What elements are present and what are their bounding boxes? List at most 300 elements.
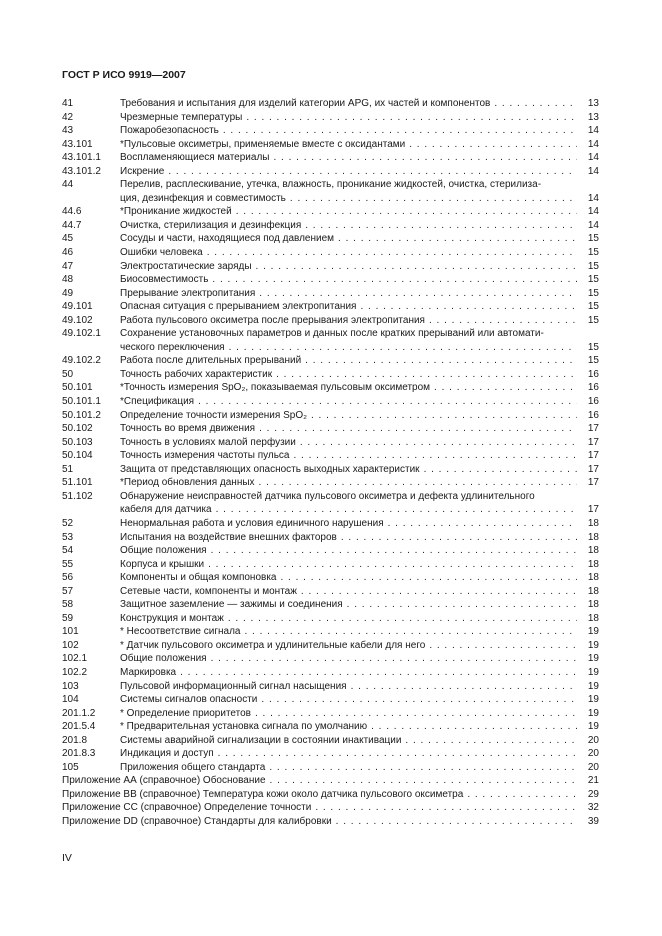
toc-entry[interactable] xyxy=(62,517,599,531)
toc-entry-line xyxy=(120,639,599,653)
toc-entry-title: Требования и испытания для изделий категории APG, их частей и компонентов xyxy=(120,98,491,109)
toc-entry-title: *Точность измерения SpO₂, показываемая пульсовым оксиметром xyxy=(120,382,431,394)
leader-dots xyxy=(212,273,577,287)
toc-entry-line xyxy=(120,151,599,165)
toc-entry-number: 49.102.2 xyxy=(62,355,101,367)
toc-entry-page: 19 xyxy=(587,626,599,638)
toc-entry-number: 51.102 xyxy=(62,490,93,502)
toc-entry-number: 49.101 xyxy=(62,301,93,313)
toc-entry-line xyxy=(120,720,599,734)
toc-entry[interactable] xyxy=(62,151,599,165)
toc-entry-number: 50.101 xyxy=(62,382,93,394)
toc-entry[interactable] xyxy=(62,666,599,680)
toc-entry-number: 51.101 xyxy=(62,477,93,489)
toc-entry-title: Защитное заземление — зажимы и соединения xyxy=(120,599,343,611)
toc-entry-page: 20 xyxy=(587,761,599,773)
toc-entry-title: Прерывание электропитания xyxy=(120,287,256,299)
table-of-contents xyxy=(62,97,599,829)
toc-entry-title: Обнаружение неисправностей датчика пульсового оксиметра и дефекта удлинительного xyxy=(120,490,535,502)
toc-entry[interactable] xyxy=(62,97,599,111)
toc-entry-title: * Предварительная установка сигнала по умолчанию xyxy=(120,721,368,733)
toc-entry-line xyxy=(120,219,599,233)
leader-dots xyxy=(259,476,577,490)
toc-entry[interactable] xyxy=(62,436,599,450)
toc-entry-body xyxy=(120,449,599,463)
toc-entry-page: 19 xyxy=(587,666,599,678)
document-header: ГОСТ Р ИСО 9919—2007 xyxy=(62,69,186,81)
toc-entry-page: 17 xyxy=(587,423,599,435)
toc-entry-page: 17 xyxy=(587,463,599,475)
toc-entry-page: 18 xyxy=(587,612,599,624)
toc-entry-title: кабеля для датчика xyxy=(120,504,212,516)
toc-entry[interactable] xyxy=(62,260,599,274)
toc-entry[interactable] xyxy=(62,612,599,626)
toc-entry-page: 14 xyxy=(587,125,599,137)
toc-entry-number: 50.102 xyxy=(62,423,93,435)
toc-entry[interactable] xyxy=(62,165,599,179)
toc-entry-number: 44 xyxy=(62,179,74,191)
toc-entry-line xyxy=(120,327,599,341)
toc-entry[interactable] xyxy=(62,395,599,409)
leader-dots xyxy=(305,219,577,233)
toc-entry-title: Сохранение установочных параметров и данных после кратких прерываний или автомати- xyxy=(120,328,544,340)
toc-entry[interactable] xyxy=(62,693,599,707)
toc-entry-number: 201.8.3 xyxy=(62,748,96,760)
toc-entry-number: 48 xyxy=(62,274,74,286)
toc-entry[interactable] xyxy=(62,680,599,694)
toc-entry-page: 19 xyxy=(587,694,599,706)
toc-entry[interactable] xyxy=(62,409,599,423)
toc-entry-number: 49.102 xyxy=(62,314,93,326)
toc-entry-title: Приложения общего стандарта xyxy=(120,761,266,773)
leader-dots xyxy=(371,720,577,734)
toc-entry-number: 43.101 xyxy=(62,138,93,150)
leader-dots xyxy=(208,558,577,572)
appendix-entry[interactable] xyxy=(62,774,599,788)
toc-entry-line xyxy=(120,368,599,382)
leader-dots xyxy=(305,354,577,368)
toc-entry-line xyxy=(120,747,599,761)
toc-entry-title: *Пульсовые оксиметры, применяемые вместе с оксидантами xyxy=(120,138,406,150)
leader-dots xyxy=(180,666,577,680)
toc-entry-title: Общие положения xyxy=(120,545,207,557)
toc-entry[interactable] xyxy=(62,639,599,653)
toc-entry-body xyxy=(120,734,599,748)
toc-entry-title: Ошибки человека xyxy=(120,247,203,259)
toc-entry-body xyxy=(120,463,599,477)
toc-entry-line xyxy=(120,693,599,707)
toc-entry-title: Компоненты и общая компоновка xyxy=(120,572,277,584)
toc-entry[interactable] xyxy=(62,138,599,152)
toc-entry-title: Точность рабочих характеристик xyxy=(120,368,273,380)
toc-entry-page: 17 xyxy=(587,477,599,489)
toc-entry[interactable] xyxy=(62,232,599,246)
leader-dots xyxy=(236,205,577,219)
toc-entry-line xyxy=(120,300,599,314)
toc-entry-number: 41 xyxy=(62,98,74,109)
toc-entry-number: 49 xyxy=(62,287,74,299)
toc-entry[interactable] xyxy=(62,246,599,260)
toc-entry-title: Общие положения xyxy=(120,653,207,665)
toc-entry-body xyxy=(120,354,599,368)
leader-dots xyxy=(229,341,577,355)
toc-entry-title: * Датчик пульсового оксиметра и удлинительные кабели для него xyxy=(120,639,426,651)
toc-entry-line xyxy=(120,354,599,368)
toc-entry-body xyxy=(120,531,599,545)
toc-entry-number: 53 xyxy=(62,531,74,543)
toc-entry-number: 56 xyxy=(62,572,74,584)
toc-entry-line xyxy=(120,531,599,545)
toc-entry-page: 16 xyxy=(587,396,599,408)
toc-entry[interactable] xyxy=(62,747,599,761)
toc-entry-body xyxy=(120,314,599,328)
toc-entry-page: 16 xyxy=(587,368,599,380)
appendix-title: Приложение СС (справочное) Определение точности xyxy=(62,802,312,814)
toc-entry-body xyxy=(120,124,599,138)
toc-entry-body xyxy=(120,571,599,585)
toc-entry-line xyxy=(120,232,599,246)
leader-dots xyxy=(388,517,577,531)
toc-entry-number: 201.1.2 xyxy=(62,707,96,719)
leader-dots xyxy=(207,246,577,260)
toc-entry-body xyxy=(120,436,599,450)
leader-dots xyxy=(336,815,577,829)
toc-entry-body xyxy=(120,422,599,436)
toc-entry-page: 18 xyxy=(587,558,599,570)
toc-entry-line xyxy=(120,192,599,206)
toc-entry-body xyxy=(120,368,599,382)
leader-dots xyxy=(256,260,577,274)
toc-entry[interactable] xyxy=(62,585,599,599)
toc-entry[interactable] xyxy=(62,476,599,490)
toc-entry-body xyxy=(120,138,599,152)
toc-entry[interactable] xyxy=(62,449,599,463)
toc-entry-page: 15 xyxy=(587,287,599,299)
toc-entry-page: 18 xyxy=(587,599,599,611)
toc-entry-page: 20 xyxy=(587,734,599,746)
toc-entry-title: Пульсовой информационный сигнал насыщения xyxy=(120,680,347,692)
toc-entry-title: *Проникание жидкостей xyxy=(120,206,232,218)
toc-entry-line xyxy=(120,463,599,477)
toc-entry-page: 13 xyxy=(587,111,599,123)
toc-entry-title: Системы аварийной сигнализации в состоянии инактивации xyxy=(120,734,402,746)
toc-entry-line xyxy=(120,761,599,775)
toc-entry-line xyxy=(120,612,599,626)
leader-dots xyxy=(294,449,578,463)
toc-entry-body xyxy=(120,97,599,111)
leader-dots xyxy=(168,165,577,179)
toc-entry-title: Сосуды и части, находящиеся под давлением xyxy=(120,233,335,245)
toc-entry-number: 51 xyxy=(62,463,74,475)
toc-entry-line xyxy=(120,246,599,260)
appendix-entry-line xyxy=(62,788,599,802)
toc-entry-line xyxy=(120,652,599,666)
toc-entry-page: 16 xyxy=(587,409,599,421)
toc-entry-title: * Несоответствие сигнала xyxy=(120,626,241,638)
toc-entry-number: 50 xyxy=(62,368,74,380)
toc-entry-number: 104 xyxy=(62,694,79,706)
appendix-page: 32 xyxy=(587,802,599,814)
toc-entry[interactable] xyxy=(62,273,599,287)
toc-entry-line xyxy=(120,178,599,192)
toc-entry-title: Перелив, расплескивание, утечка, влажность, проникание жидкостей, очистка, стерилиза- xyxy=(120,179,542,191)
toc-entry-body xyxy=(120,517,599,531)
toc-entry-page: 17 xyxy=(587,450,599,462)
toc-entry[interactable] xyxy=(62,314,599,328)
toc-entry-body xyxy=(120,260,599,274)
leader-dots xyxy=(315,801,577,815)
toc-entry[interactable] xyxy=(62,544,599,558)
leader-dots xyxy=(429,314,577,328)
appendix-entry[interactable] xyxy=(62,815,599,829)
appendix-entry-body xyxy=(62,801,599,815)
toc-entry-number: 102 xyxy=(62,639,79,651)
toc-entry-page: 18 xyxy=(587,517,599,529)
toc-entry[interactable] xyxy=(62,327,599,354)
toc-entry-number: 201.8 xyxy=(62,734,88,746)
leader-dots xyxy=(300,436,577,450)
toc-entry-number: 52 xyxy=(62,517,74,529)
leader-dots xyxy=(360,300,577,314)
toc-entry-line xyxy=(120,436,599,450)
toc-entry[interactable] xyxy=(62,300,599,314)
toc-entry-body xyxy=(120,111,599,125)
leader-dots xyxy=(409,138,577,152)
toc-entry[interactable] xyxy=(62,707,599,721)
leader-dots xyxy=(255,707,577,721)
toc-entry-title: ция, дезинфекция и совместимость xyxy=(120,192,286,204)
toc-entry-body xyxy=(120,219,599,233)
leader-dots xyxy=(261,693,577,707)
toc-entry-line xyxy=(120,97,599,111)
toc-entry-title: Корпуса и крышки xyxy=(120,558,205,570)
toc-entry-title: *Спецификация xyxy=(120,396,195,408)
toc-entry-number: 50.103 xyxy=(62,436,93,448)
toc-entry-page: 15 xyxy=(587,260,599,272)
toc-entry-title: ческого переключения xyxy=(120,341,225,353)
toc-entry-title: Опасная ситуация с прерыванием электропитания xyxy=(120,301,357,313)
leader-dots xyxy=(198,395,577,409)
toc-entry-body xyxy=(120,151,599,165)
leader-dots xyxy=(290,192,577,206)
appendix-title: Приложение АА (справочное) Обоснование xyxy=(62,775,266,787)
toc-entry-line xyxy=(120,165,599,179)
toc-entry-line xyxy=(120,314,599,328)
toc-entry-page: 14 xyxy=(587,206,599,218)
toc-entry-number: 50.104 xyxy=(62,450,93,462)
toc-entry-number: 57 xyxy=(62,585,74,597)
toc-entry-line xyxy=(120,707,599,721)
toc-entry-title: Точность измерения частоты пульса xyxy=(120,450,290,462)
appendix-entry[interactable] xyxy=(62,788,599,802)
toc-entry-page: 19 xyxy=(587,639,599,651)
toc-entry-title: Работа после длительных прерываний xyxy=(120,355,302,367)
toc-entry-line xyxy=(120,449,599,463)
toc-entry[interactable] xyxy=(62,531,599,545)
toc-entry-line xyxy=(120,585,599,599)
toc-entry-page: 19 xyxy=(587,680,599,692)
toc-entry-line xyxy=(120,571,599,585)
toc-entry-line xyxy=(120,124,599,138)
toc-entry-line xyxy=(120,476,599,490)
leader-dots xyxy=(280,571,577,585)
appendix-title: Приложение DD (справочное) Стандарты для калибровки xyxy=(62,815,332,827)
toc-entry-line xyxy=(120,409,599,423)
appendix-entry-line xyxy=(62,815,599,829)
toc-entry-number: 50.101.1 xyxy=(62,396,101,408)
toc-entry[interactable] xyxy=(62,422,599,436)
toc-entry-page: 15 xyxy=(587,355,599,367)
toc-entry[interactable] xyxy=(62,720,599,734)
toc-entry-page: 19 xyxy=(587,653,599,665)
toc-entry-number: 43 xyxy=(62,125,74,137)
toc-entry-page: 17 xyxy=(587,504,599,516)
toc-entry-line xyxy=(120,490,599,504)
toc-entry-body xyxy=(120,476,599,490)
leader-dots xyxy=(218,747,577,761)
leader-dots xyxy=(347,598,577,612)
toc-entry-line xyxy=(120,625,599,639)
toc-entry-body xyxy=(120,409,599,423)
toc-entry-body xyxy=(120,205,599,219)
toc-entry-title: Ненормальная работа и условия единичного нарушения xyxy=(120,517,384,529)
leader-dots xyxy=(211,652,577,666)
toc-entry-title: * Определение приоритетов xyxy=(120,707,251,719)
toc-entry-page: 19 xyxy=(587,707,599,719)
toc-entry-title: Воспламеняющиеся материалы xyxy=(120,152,270,164)
toc-entry-title: *Период обновления данных xyxy=(120,477,255,489)
appendix-title: Приложение ВВ (справочное) Температура кожи около датчика пульсового оксиметра xyxy=(62,788,464,800)
toc-entry-body xyxy=(120,300,599,314)
leader-dots xyxy=(270,774,577,788)
toc-entry-line xyxy=(120,544,599,558)
leader-dots xyxy=(244,625,577,639)
toc-entry[interactable] xyxy=(62,219,599,233)
toc-entry-number: 44.6 xyxy=(62,206,82,218)
toc-entry-body xyxy=(120,273,599,287)
toc-entry[interactable] xyxy=(62,178,599,205)
toc-entry[interactable] xyxy=(62,354,599,368)
toc-entry[interactable] xyxy=(62,761,599,775)
toc-entry-line xyxy=(120,680,599,694)
leader-dots xyxy=(301,585,577,599)
toc-entry-page: 18 xyxy=(587,572,599,584)
toc-entry-page: 17 xyxy=(587,436,599,448)
appendix-page: 21 xyxy=(587,775,599,787)
toc-entry-title: Точность во время движения xyxy=(120,423,256,435)
toc-entry-page: 14 xyxy=(587,152,599,164)
toc-entry-page: 14 xyxy=(587,138,599,150)
toc-entry-page: 15 xyxy=(587,233,599,245)
toc-entry-number: 59 xyxy=(62,612,74,624)
toc-entry[interactable] xyxy=(62,205,599,219)
toc-entry-title: Маркировка xyxy=(120,666,177,678)
toc-entry-title: Очистка, стерилизация и дезинфекция xyxy=(120,219,302,231)
leader-dots xyxy=(216,503,577,517)
toc-entry-page: 15 xyxy=(587,247,599,259)
toc-entry[interactable] xyxy=(62,381,599,395)
toc-entry-body xyxy=(120,585,599,599)
appendix-page: 39 xyxy=(587,815,599,827)
toc-entry-number: 42 xyxy=(62,111,74,123)
toc-entry-title: Индикация и доступ xyxy=(120,748,214,760)
toc-entry-page: 15 xyxy=(587,301,599,313)
appendix-entry-body xyxy=(62,774,599,788)
toc-entry-body xyxy=(120,761,599,775)
toc-entry[interactable] xyxy=(62,598,599,612)
toc-entry-body xyxy=(120,165,599,179)
toc-entry-body xyxy=(120,598,599,612)
toc-entry-number: 103 xyxy=(62,680,79,692)
toc-entry[interactable] xyxy=(62,558,599,572)
toc-entry[interactable] xyxy=(62,463,599,477)
leader-dots xyxy=(211,544,577,558)
toc-entry-body xyxy=(120,287,599,301)
toc-entry-body xyxy=(120,558,599,572)
toc-entry-line xyxy=(120,666,599,680)
toc-entry[interactable] xyxy=(62,368,599,382)
toc-entry[interactable] xyxy=(62,625,599,639)
toc-entry-body xyxy=(120,707,599,721)
toc-entry[interactable] xyxy=(62,734,599,748)
toc-entry-line xyxy=(120,111,599,125)
toc-entry-page: 15 xyxy=(587,314,599,326)
appendix-entry[interactable] xyxy=(62,801,599,815)
toc-entry-body xyxy=(120,639,599,653)
toc-entry-line xyxy=(120,503,599,517)
toc-entry-title: Искрение xyxy=(120,165,165,177)
toc-entry-title: Защита от представляющих опасность выходных характеристик xyxy=(120,463,420,475)
toc-entry[interactable] xyxy=(62,111,599,125)
leader-dots xyxy=(494,97,577,111)
toc-entry-line xyxy=(120,138,599,152)
toc-entry[interactable] xyxy=(62,652,599,666)
leader-dots xyxy=(405,734,577,748)
toc-entry-body xyxy=(120,395,599,409)
toc-entry-body xyxy=(120,625,599,639)
toc-entry-title: Сетевые части, компоненты и монтаж xyxy=(120,585,297,597)
toc-entry-page: 20 xyxy=(587,748,599,760)
leader-dots xyxy=(259,287,577,301)
toc-entry[interactable] xyxy=(62,124,599,138)
toc-entry-title: Электростатические заряды xyxy=(120,260,252,272)
toc-entry-body xyxy=(120,544,599,558)
toc-entry-body xyxy=(120,490,599,517)
toc-entry-body xyxy=(120,747,599,761)
toc-entry-title: Определение точности измерения SpO₂ xyxy=(120,409,307,421)
leader-dots xyxy=(467,788,577,802)
toc-entry-line xyxy=(120,395,599,409)
toc-entry-title: Системы сигналов опасности xyxy=(120,694,258,706)
toc-entry-page: 15 xyxy=(587,341,599,353)
toc-entry-number: 55 xyxy=(62,558,74,570)
toc-entry-number: 49.102.1 xyxy=(62,328,101,340)
toc-entry-number: 50.101.2 xyxy=(62,409,101,421)
toc-entry-body xyxy=(120,327,599,354)
toc-entry-number: 101 xyxy=(62,626,79,638)
toc-entry-page: 14 xyxy=(587,192,599,204)
toc-entry-line xyxy=(120,260,599,274)
toc-entry-number: 43.101.1 xyxy=(62,152,101,164)
toc-entry-title: Испытания на воздействие внешних факторов xyxy=(120,531,337,543)
toc-entry-page: 14 xyxy=(587,165,599,177)
toc-entry-number: 47 xyxy=(62,260,74,272)
toc-entry[interactable] xyxy=(62,490,599,517)
toc-entry[interactable] xyxy=(62,571,599,585)
toc-entry[interactable] xyxy=(62,287,599,301)
toc-entry-body xyxy=(120,232,599,246)
leader-dots xyxy=(276,368,577,382)
